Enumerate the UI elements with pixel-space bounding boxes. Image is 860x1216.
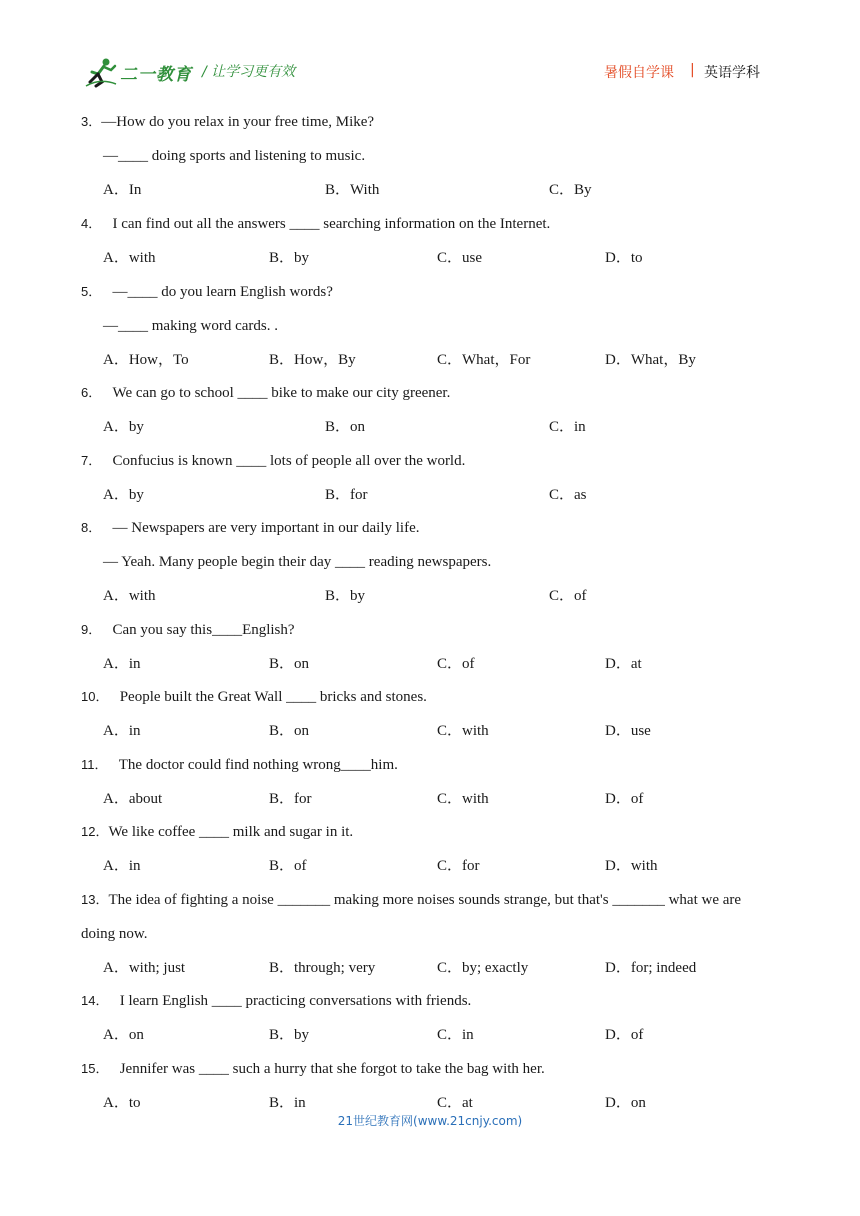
- option-a[interactable]: A．How，To: [103, 352, 189, 368]
- option-b[interactable]: B．on: [325, 419, 366, 435]
- question-15-stem: 15． Jennifer was ____ such a hurry that she forgot to take the bag with her.: [81, 1061, 545, 1077]
- option-a[interactable]: A．on: [103, 1027, 144, 1043]
- question-5-stem: 5． —____ do you learn English words?: [81, 284, 333, 300]
- course-label: 暑假自学课: [604, 65, 674, 81]
- logo-text: 二一教育: [120, 65, 192, 85]
- option-c[interactable]: C．of: [437, 656, 475, 672]
- question-9-stem: 9． Can you say this____English?: [81, 622, 295, 638]
- option-d[interactable]: D．on: [605, 1095, 646, 1111]
- option-b[interactable]: B．on: [269, 723, 310, 739]
- option-c[interactable]: C．What，For: [437, 352, 531, 368]
- option-a[interactable]: A．In: [103, 182, 142, 198]
- question-7-stem: 7． Confucius is known ____ lots of people all over the world.: [81, 453, 466, 469]
- option-c[interactable]: C．as: [549, 487, 587, 503]
- runner-logo-icon: [84, 56, 118, 88]
- option-c[interactable]: C．by; exactly: [437, 960, 529, 976]
- page-header: [0, 0, 860, 100]
- option-a[interactable]: A．in: [103, 723, 141, 739]
- question-10-stem: 10． People built the Great Wall ____ bricks and stones.: [81, 689, 427, 705]
- option-d[interactable]: D．for; indeed: [605, 960, 697, 976]
- option-a[interactable]: A．to: [103, 1095, 141, 1111]
- question-4-stem: 4． I can find out all the answers ____ searching information on the Internet.: [81, 216, 551, 232]
- option-b[interactable]: B．through; very: [269, 960, 376, 976]
- question-14-stem: 14． I learn English ____ practicing conversations with friends.: [81, 993, 472, 1009]
- option-b[interactable]: B．by: [325, 588, 366, 604]
- option-b[interactable]: B．for: [269, 791, 312, 807]
- option-c[interactable]: C．in: [549, 419, 586, 435]
- option-b[interactable]: B．With: [325, 182, 380, 198]
- option-a[interactable]: A．in: [103, 858, 141, 874]
- option-b[interactable]: B．of: [269, 858, 307, 874]
- option-d[interactable]: D．to: [605, 250, 643, 266]
- option-a[interactable]: A．by: [103, 487, 144, 503]
- option-a[interactable]: A．with; just: [103, 960, 186, 976]
- question-3-stem: 3．—How do you relax in your free time, Mike?: [81, 114, 375, 130]
- option-a[interactable]: A．in: [103, 656, 141, 672]
- question-8-stem-2: — Yeah. Many people begin their day ____ reading newspapers.: [103, 554, 492, 570]
- header-separator: |: [690, 62, 695, 78]
- option-a[interactable]: A．with: [103, 588, 156, 604]
- option-c[interactable]: C．of: [549, 588, 587, 604]
- option-c[interactable]: C．in: [437, 1027, 474, 1043]
- page-footer: 21世纪教育网(www.21cnjy.com): [337, 1114, 523, 1128]
- option-b[interactable]: B．How，By: [269, 352, 356, 368]
- option-b[interactable]: B．for: [325, 487, 368, 503]
- option-c[interactable]: C．with: [437, 791, 489, 807]
- question-6-stem: 6． We can go to school ____ bike to make our city greener.: [81, 385, 451, 401]
- option-d[interactable]: D．of: [605, 791, 644, 807]
- question-13-stem: 13．The idea of fighting a noise _______ making more noises sounds strange, but that's _______ what we are: [81, 892, 742, 908]
- option-b[interactable]: B．by: [269, 1027, 310, 1043]
- slogan: / 让学习更有效: [202, 64, 296, 80]
- option-d[interactable]: D．What，By: [605, 352, 696, 368]
- option-d[interactable]: D．with: [605, 858, 658, 874]
- question-13-stem-2: doing now.: [81, 926, 148, 942]
- option-a[interactable]: A．about: [103, 791, 163, 807]
- option-a[interactable]: A．with: [103, 250, 156, 266]
- option-b[interactable]: B．by: [269, 250, 310, 266]
- question-8-stem: 8． — Newspapers are very important in our daily life.: [81, 520, 420, 536]
- option-c[interactable]: C．By: [549, 182, 592, 198]
- subject-label: 英语学科: [704, 65, 760, 81]
- question-3-stem-2: —____ doing sports and listening to music.: [103, 148, 366, 164]
- option-d[interactable]: D．of: [605, 1027, 644, 1043]
- option-b[interactable]: B．on: [269, 656, 310, 672]
- option-a[interactable]: A．by: [103, 419, 144, 435]
- question-5-stem-2: —____ making word cards. .: [103, 318, 278, 334]
- option-c[interactable]: C．for: [437, 858, 480, 874]
- option-d[interactable]: D．at: [605, 656, 642, 672]
- option-c[interactable]: C．with: [437, 723, 489, 739]
- option-c[interactable]: C．at: [437, 1095, 473, 1111]
- option-d[interactable]: D．use: [605, 723, 651, 739]
- question-12-stem: 12．We like coffee ____ milk and sugar in it.: [81, 824, 354, 840]
- option-b[interactable]: B．in: [269, 1095, 306, 1111]
- option-c[interactable]: C．use: [437, 250, 483, 266]
- question-11-stem: 11． The doctor could find nothing wrong____him.: [81, 757, 398, 773]
